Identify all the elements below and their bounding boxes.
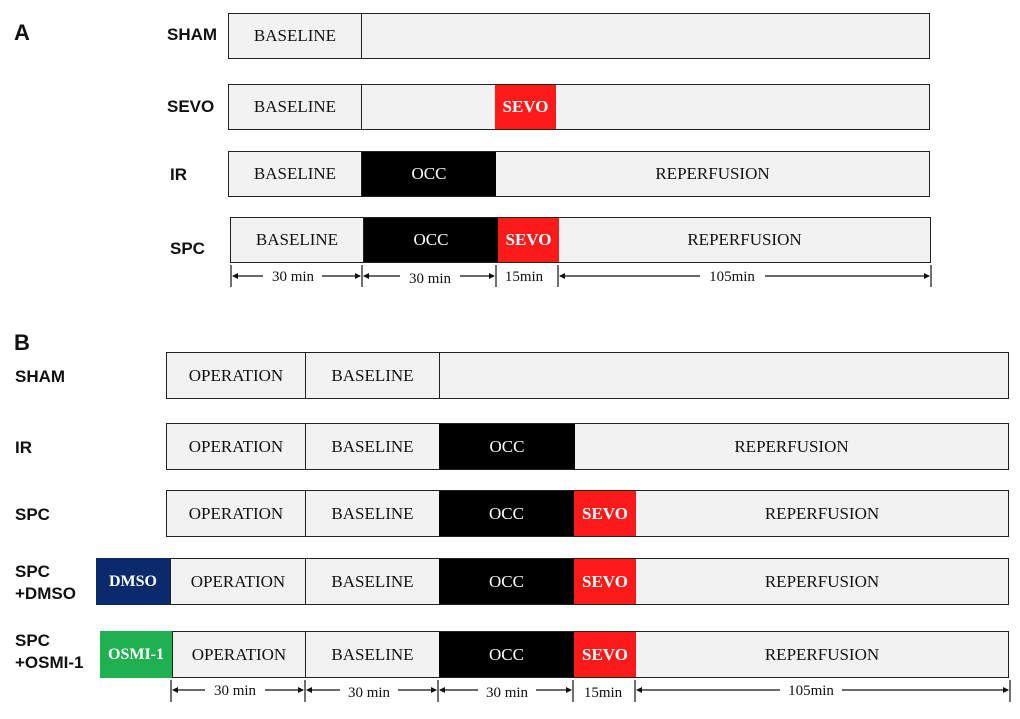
duration-label: 15min: [504, 269, 544, 285]
segment-occ: OCC: [364, 218, 498, 262]
duration-label: 105min: [709, 269, 755, 285]
segment-sevo: SEVO: [495, 85, 556, 129]
row-label-b-spc: SPC: [15, 505, 50, 524]
segment-reperfusion: REPERFUSION: [764, 503, 880, 523]
segment-occ: OCC: [439, 424, 575, 469]
segment-operation: OPERATION: [171, 559, 306, 604]
duration-label: 105min: [788, 683, 834, 699]
segment-sevo: SEVO: [574, 559, 636, 604]
row-label-line1: SPC: [15, 562, 50, 581]
segment-occ: OCC: [362, 152, 496, 196]
segment-baseline: BASELINE: [331, 503, 414, 523]
duration-label: 30 min: [408, 271, 452, 287]
duration-label: 30 min: [271, 269, 315, 285]
duration-label: 15min: [583, 685, 623, 701]
segment-reperfusion: REPERFUSION: [655, 164, 770, 183]
segment-occ: OCC: [439, 632, 574, 677]
row-label-line2: +DMSO: [15, 584, 76, 603]
segment-reperfusion: REPERFUSION: [734, 436, 849, 456]
segment-operation: OPERATION: [167, 424, 306, 469]
segment-baseline: BASELINE: [231, 218, 364, 262]
panel-a-letter: A: [14, 20, 30, 45]
segment-sevo: SEVO: [574, 632, 636, 677]
segment-baseline: BASELINE: [331, 644, 414, 664]
segment-baseline: BASELINE: [331, 571, 414, 591]
osmi-1-tag: OSMI-1: [100, 631, 172, 678]
segment-baseline: BASELINE: [229, 14, 362, 58]
segment-baseline: BASELINE: [229, 152, 362, 196]
dmso-tag: DMSO: [96, 558, 170, 605]
segment-baseline: BASELINE: [229, 85, 362, 129]
row-label-a-sham: SHAM: [167, 25, 218, 44]
segment-reperfusion: REPERFUSION: [764, 571, 880, 591]
row-label-b-ir: IR: [15, 438, 32, 457]
row-label-a-sevo: SEVO: [167, 97, 215, 116]
duration-label: 30 min: [347, 685, 391, 701]
row-label-line2: +OSMI-1: [15, 653, 84, 672]
segment-sevo: SEVO: [498, 218, 559, 262]
segment-baseline: BASELINE: [331, 436, 414, 456]
row-label-a-ir: IR: [170, 165, 187, 184]
segment-operation: OPERATION: [167, 491, 306, 536]
segment-operation: OPERATION: [173, 632, 306, 677]
segment-sevo: SEVO: [574, 491, 636, 536]
row-label-line1: SPC: [15, 631, 50, 650]
duration-label: 30 min: [485, 685, 529, 701]
row-label-a-spc: SPC: [170, 239, 205, 258]
segment-reperfusion: REPERFUSION: [764, 644, 880, 664]
panel-b-letter: B: [14, 330, 30, 355]
segment-reperfusion: REPERFUSION: [687, 230, 802, 249]
segment-occ: OCC: [439, 559, 574, 604]
segment-operation: OPERATION: [167, 353, 306, 398]
segment-occ: OCC: [439, 491, 574, 536]
segment-baseline: BASELINE: [306, 353, 440, 398]
duration-label: 30 min: [213, 683, 257, 699]
row-label-b-sham: SHAM: [15, 367, 66, 386]
